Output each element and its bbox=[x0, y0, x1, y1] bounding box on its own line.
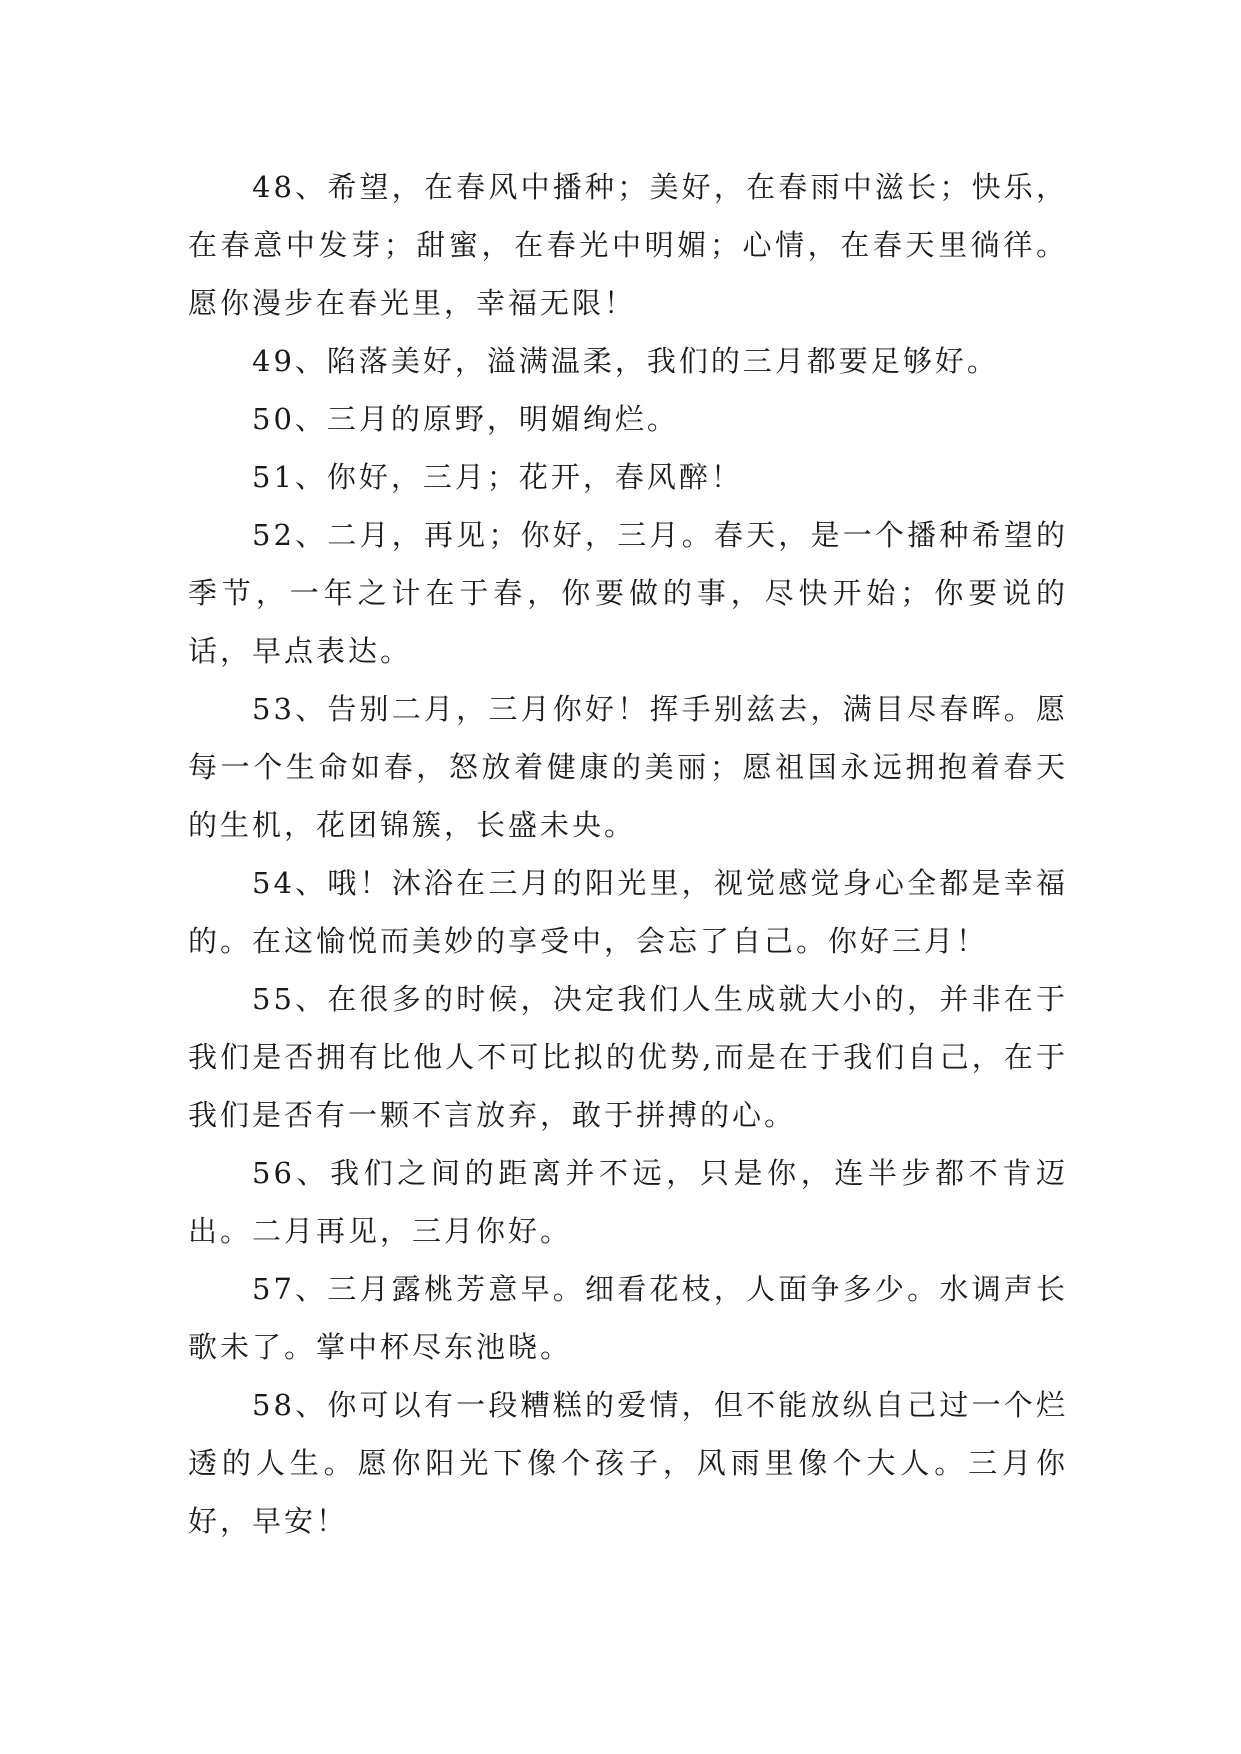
paragraph-56: 56、我们之间的距离并不远，只是你，连半步都不肯迈出。二月再见，三月你好。 bbox=[188, 1156, 1068, 1248]
paragraph-50: 50、三月的原野，明媚绚烂。 bbox=[252, 402, 679, 436]
document-body bbox=[188, 158, 1068, 1550]
paragraph-57: 57、三月露桃芳意早。细看花枝，人面争多少。水调声长歌未了。掌中杯尽东池晓。 bbox=[188, 1272, 1068, 1364]
paragraph-58: 58、你可以有一段糟糕的爱情，但不能放纵自己过一个烂透的人生。愿你阳光下像个孩子，风雨里像个大人。三月你好，早安！ bbox=[188, 1388, 1068, 1538]
paragraph-52: 52、二月，再见；你好，三月。春天，是一个播种希望的季节，一年之计在于春，你要做的事，尽快开始；你要说的话，早点表达。 bbox=[188, 518, 1068, 668]
paragraph-51: 51、你好，三月；花开，春风醉！ bbox=[252, 460, 743, 494]
paragraph-49: 49、陷落美好，溢满温柔，我们的三月都要足够好。 bbox=[252, 344, 999, 378]
paragraph-53: 53、告别二月，三月你好！挥手别兹去，满目尽春晖。愿每一个生命如春，怒放着健康的美丽；愿祖国永远拥抱着春天的生机，花团锦簇，长盛未央。 bbox=[188, 692, 1068, 842]
paragraph-54: 54、哦！沐浴在三月的阳光里，视觉感觉身心全都是幸福的。在这愉悦而美妙的享受中，会忘了自己。你好三月！ bbox=[188, 866, 1068, 958]
paragraph-48: 48、希望，在春风中播种；美好，在春雨中滋长；快乐，在春意中发芽；甜蜜，在春光中明媚；心情，在春天里徜徉。愿你漫步在春光里，幸福无限！ bbox=[188, 170, 1068, 320]
paragraph-55: 55、在很多的时候，决定我们人生成就大小的，并非在于我们是否拥有比他人不可比拟的优势,而是在于我们自己，在于我们是否有一颗不言放弃，敢于拼搏的心。 bbox=[188, 982, 1068, 1132]
